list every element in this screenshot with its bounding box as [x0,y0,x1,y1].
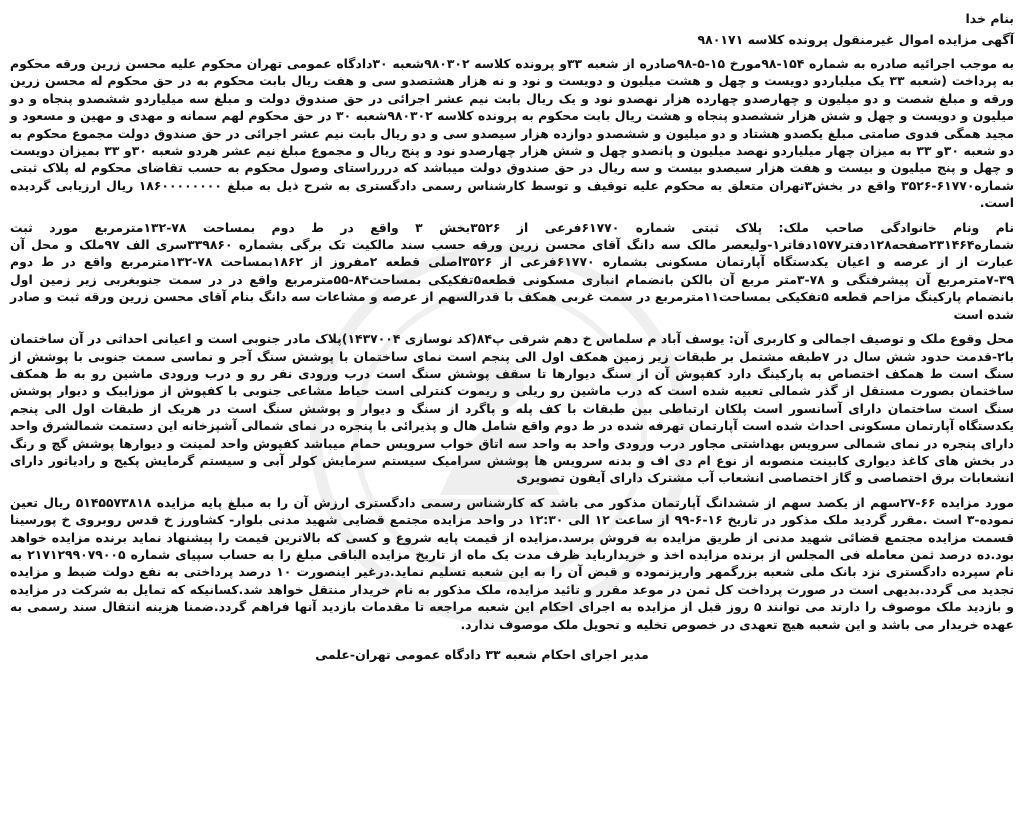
invocation: بنام خدا [965,11,1014,26]
paragraph-auction-terms: مورد مزایده ۶۶-۲۷سهم از یکصد سهم از ششدانگ آپارتمان مذکور می باشد که کارشناس رسمی دادگستری ارزش آن را به مبلغ پایه مزایده ۵۱۴۵۵۷۳۸۱۸ ریال تعین نموده-۳ است .مقرر گردید ملک مذکور در تاریخ ۱۶-۶-۹۹ از ساعت ۱۲ الی ۱۲:۳۰ در واحد مزایده مجتمع قضایی شهید مدنی بلوار- کشاورز خ قدس روبروی خ پورسینا قسمت مزایده مجتمع قضائی شهید مدنی از طریق مزایده به فروش برسد.مزایده از قیمت پایه شروع و کسی که بالاترین قیمت را پیشنهاد نماید برنده مزایده خواهد بود.ده درصد ثمن معامله فی المجلس از برنده مزایده اخذ و خریدارباید ظرف مدت یک ماه از تاریخ مزایده الباقی مبلغ را به حساب سپیای شماره ۲۱۷۱۲۹۹۰۷۹۰۰۵ به نام سپرده دادگستری نزد بانک ملی شعبه بزرگمهر واریزنموده و قبض آن را به این شعبه تسلیم نماید.درغیر اینصورت ۱۰ درصد پرداختی به نفع دولت ضبط و مزایده تجدید می گردد.بدیهی است در صورت پرداخت کل ثمن در موعد مقرر و تائید مزایده، ملک مذکور به نام خریدار منتقل خواهد شد.کسانیکه که تمایل به شرکت در مزایده و بازدید ملک موصوف را دارند می توانند ۵ روز قبل از مزایده به اجرای احکام این شعبه مراجعه تا مقدمات بازدید آنها فراهم گردد.ضمنا هزینه انتقال سند رسمی به عهده خریدار می باشد و این شعبه هیچ تعهدی در خصوص تخلیه و تحویل ملک موصوف ندارد. [10,494,1014,632]
signature-line: مدیر اجرای احکام شعبه ۳۳ دادگاه عمومی تهران-علمی [315,647,649,662]
page-title: آگهی مزایده اموال غیرمنقول پرونده کلاسه ۹۸۰۱۷۱ [697,32,1014,47]
paragraph-property-description: محل وقوع ملک و توصیف اجمالی و کاربری آن: یوسف آباد م سلماس خ دهم شرقی پ۸۴(کد نوسازی ۱۴۳۷۰۰۴)پلاک مادر جنوبی است و اعیانی احداثی در آن ساختمان با۲-قدمت حدود شش سال در ۷طبقه مشتمل بر طبقات زیر زمین همکف اول الی پنجم است نمای ساختمان با پوشش سنگ آجر و نماسی سمت جنوبی با پوشش از سنگ است ط همکف اختصاص به پارکینگ دارد کفپوش آن از سنگ دیوارها تا سقف پوشش سنگ است درب ورودی نفر رو و درب ورودی ماشین رو به ط همکف ساختمان بصورت مستقل از گذر شمالی تعبیه شده است که درب ماشین رو ریلی و ریموت کنترلی است حیاط مشاعی جنوبی با کفپوش از موزاییک و دیوار پوشش سنگ است ساختمان دارای آسانسور است پلکان ارتباطی بین طبقات با کف پله و پاگرد از سنگ و دیوار و پوشش سنگ است در هریک از طبقات اول الی پنجم یکدستگاه آپارتمان مسکونی احداث شده است آپارتمان تهرفه شده در ط دوم واقع شامل هال و پذیرائی با پنجره در نمای شمالی آشپزخانه این دستمت شمالشرق واحد دارای پنجره در نمای شمالی سرویس بهداشتی مجاور درب ورودی واحد به واحد سه اتاق خواب سرویس حمام میباشد کفپوش واحد لمینت و دیوارها پوشش گچ و رنگ در بخش های کاغذ دیواری کابینت منصوبه از نوع ام دی اف و بدنه سرویس ها پوشش سرامیک سیستم سرمایش کولر آبی و سیستم گرمایش پکیج و رادیاتور دارای انشعابات برق اختصاصی و گاز اختصاصی انشعاب آب مشترک دارای آیفون تصویری [10,331,1015,486]
paragraph-judgment: به موجب اجرائیه صادره به شماره ۱۵۴-۹۸مورخ ۱۵-۵-۹۸صادره از شعبه ۳۳و پرونده کلاسه ۹۸۰۳۰۲شعبه ۳۰دادگاه عمومی تهران محکوم علیه محسن زرین ورقه محکوم به پرداخت (شعبه ۳۳ یک میلیاردو دویست و چهل و هشت میلیون و دویست و نود و نه هزار هشتصدو سی و هفت ریال بابت محکوم به در حق محکوم له محسن زرین ورقه و مبلغ شصت و دو میلیون و چهارصدو چهارده هزار نهصدو نود و یک ریال بابت نیم عشر اجرائی در حق صندوق دولت و مبلغ سه میلیاردو ششصدو پنجاه و دو میلیون و دویست و چهل و شش هزار ششصدو پنجاه و هشت ریال بابت محکوم به پرونده کلاسه ۹۸۰۳۰۲شعبه ۳۰ در حق محکوم لهم سمانه و مهدی و مهین و مسعود و مجید همگی فدوی صامتی مبلغ یکصدو هشتاد و دو میلیون و ششصدو دوازده هزار سیصدو سی و دو ریال بابت نیم عشر اجرائی در حق صندوق دولت مجموع محکوم به دو شعبه ۳۰و ۳۳ به میزان چهار میلیاردو نهصد میلیون و پانصدو چهل و شش هزار چهارصدو نود و پنج ریال و مجموع مبلغ نیم عشر هردو شعبه ۳۰و ۳۳ بمیزان دویست و چهل و پنج میلیون و بیست و هفت هزار سیصدو بیست و سه ریال در حق صندوق دولت میباشد که دررراستای وصول محکوم به حسب تقاضای محکوم له پلاک ثبتی شماره۶۱۷۷۰-۳۵۲۶ واقع در بخش۳تهران متعلق به محکوم علیه توقیف و توسط کارشناس رسمی دادگستری به شرح ذیل به مبلغ ۱۸۶۰۰۰۰۰۰۰۰ ریال ارزیابی گردیده است. [10,56,1014,211]
paragraph-owner: نام ونام خانوادگی صاحب ملک: پلاک ثبتی شماره ۶۱۷۷۰فرعی از ۳۵۲۶بخش ۳ واقع در ط دوم بمساحت ۷۸-۱۳۲مترمربع مورد ثبت شماره۲۳۱۴۶۴صفحه۱۲۸دفتر۱۵۷۷دفاتر۱-ولیعصر مالک سه دانگ آقای محسن زرین ورقه حسب سند مالکیت تک برگی بشماره ۳۳۹۸۶۰سری الف ۹۷ملک و محل آن عبارت از از عرصه و اعیان یکدستگاه آپارتمان مسکونی بشماره ۶۱۷۷۰فرعی از ۳۵۲۶اصلی قطعه ۲مفروز از ۱۸۶۲بمساحت ۷۸-۱۳۲مترمربع واقع در ط دوم ۳۹-۷مترمربع آن پیشرفتگی و ۷۸-۳متر مربع آن بالکن بانضمام انباری مسکونی قطعه۵تفکیکی بمساحت۸۴-۵۵مترمربع واقع در در سمت جنوبغربی زیر زمین اول بانضمام پارکینگ مزاحم قطعه ۵تفکیکی بمساحت۱۱مترمربع در سمت غربی همکف با قدرالسهم از عرصه و مشاعات سه دانگ بنام آقای محسن زرین ورقه ثبت و صادر شده است [10,219,1015,322]
